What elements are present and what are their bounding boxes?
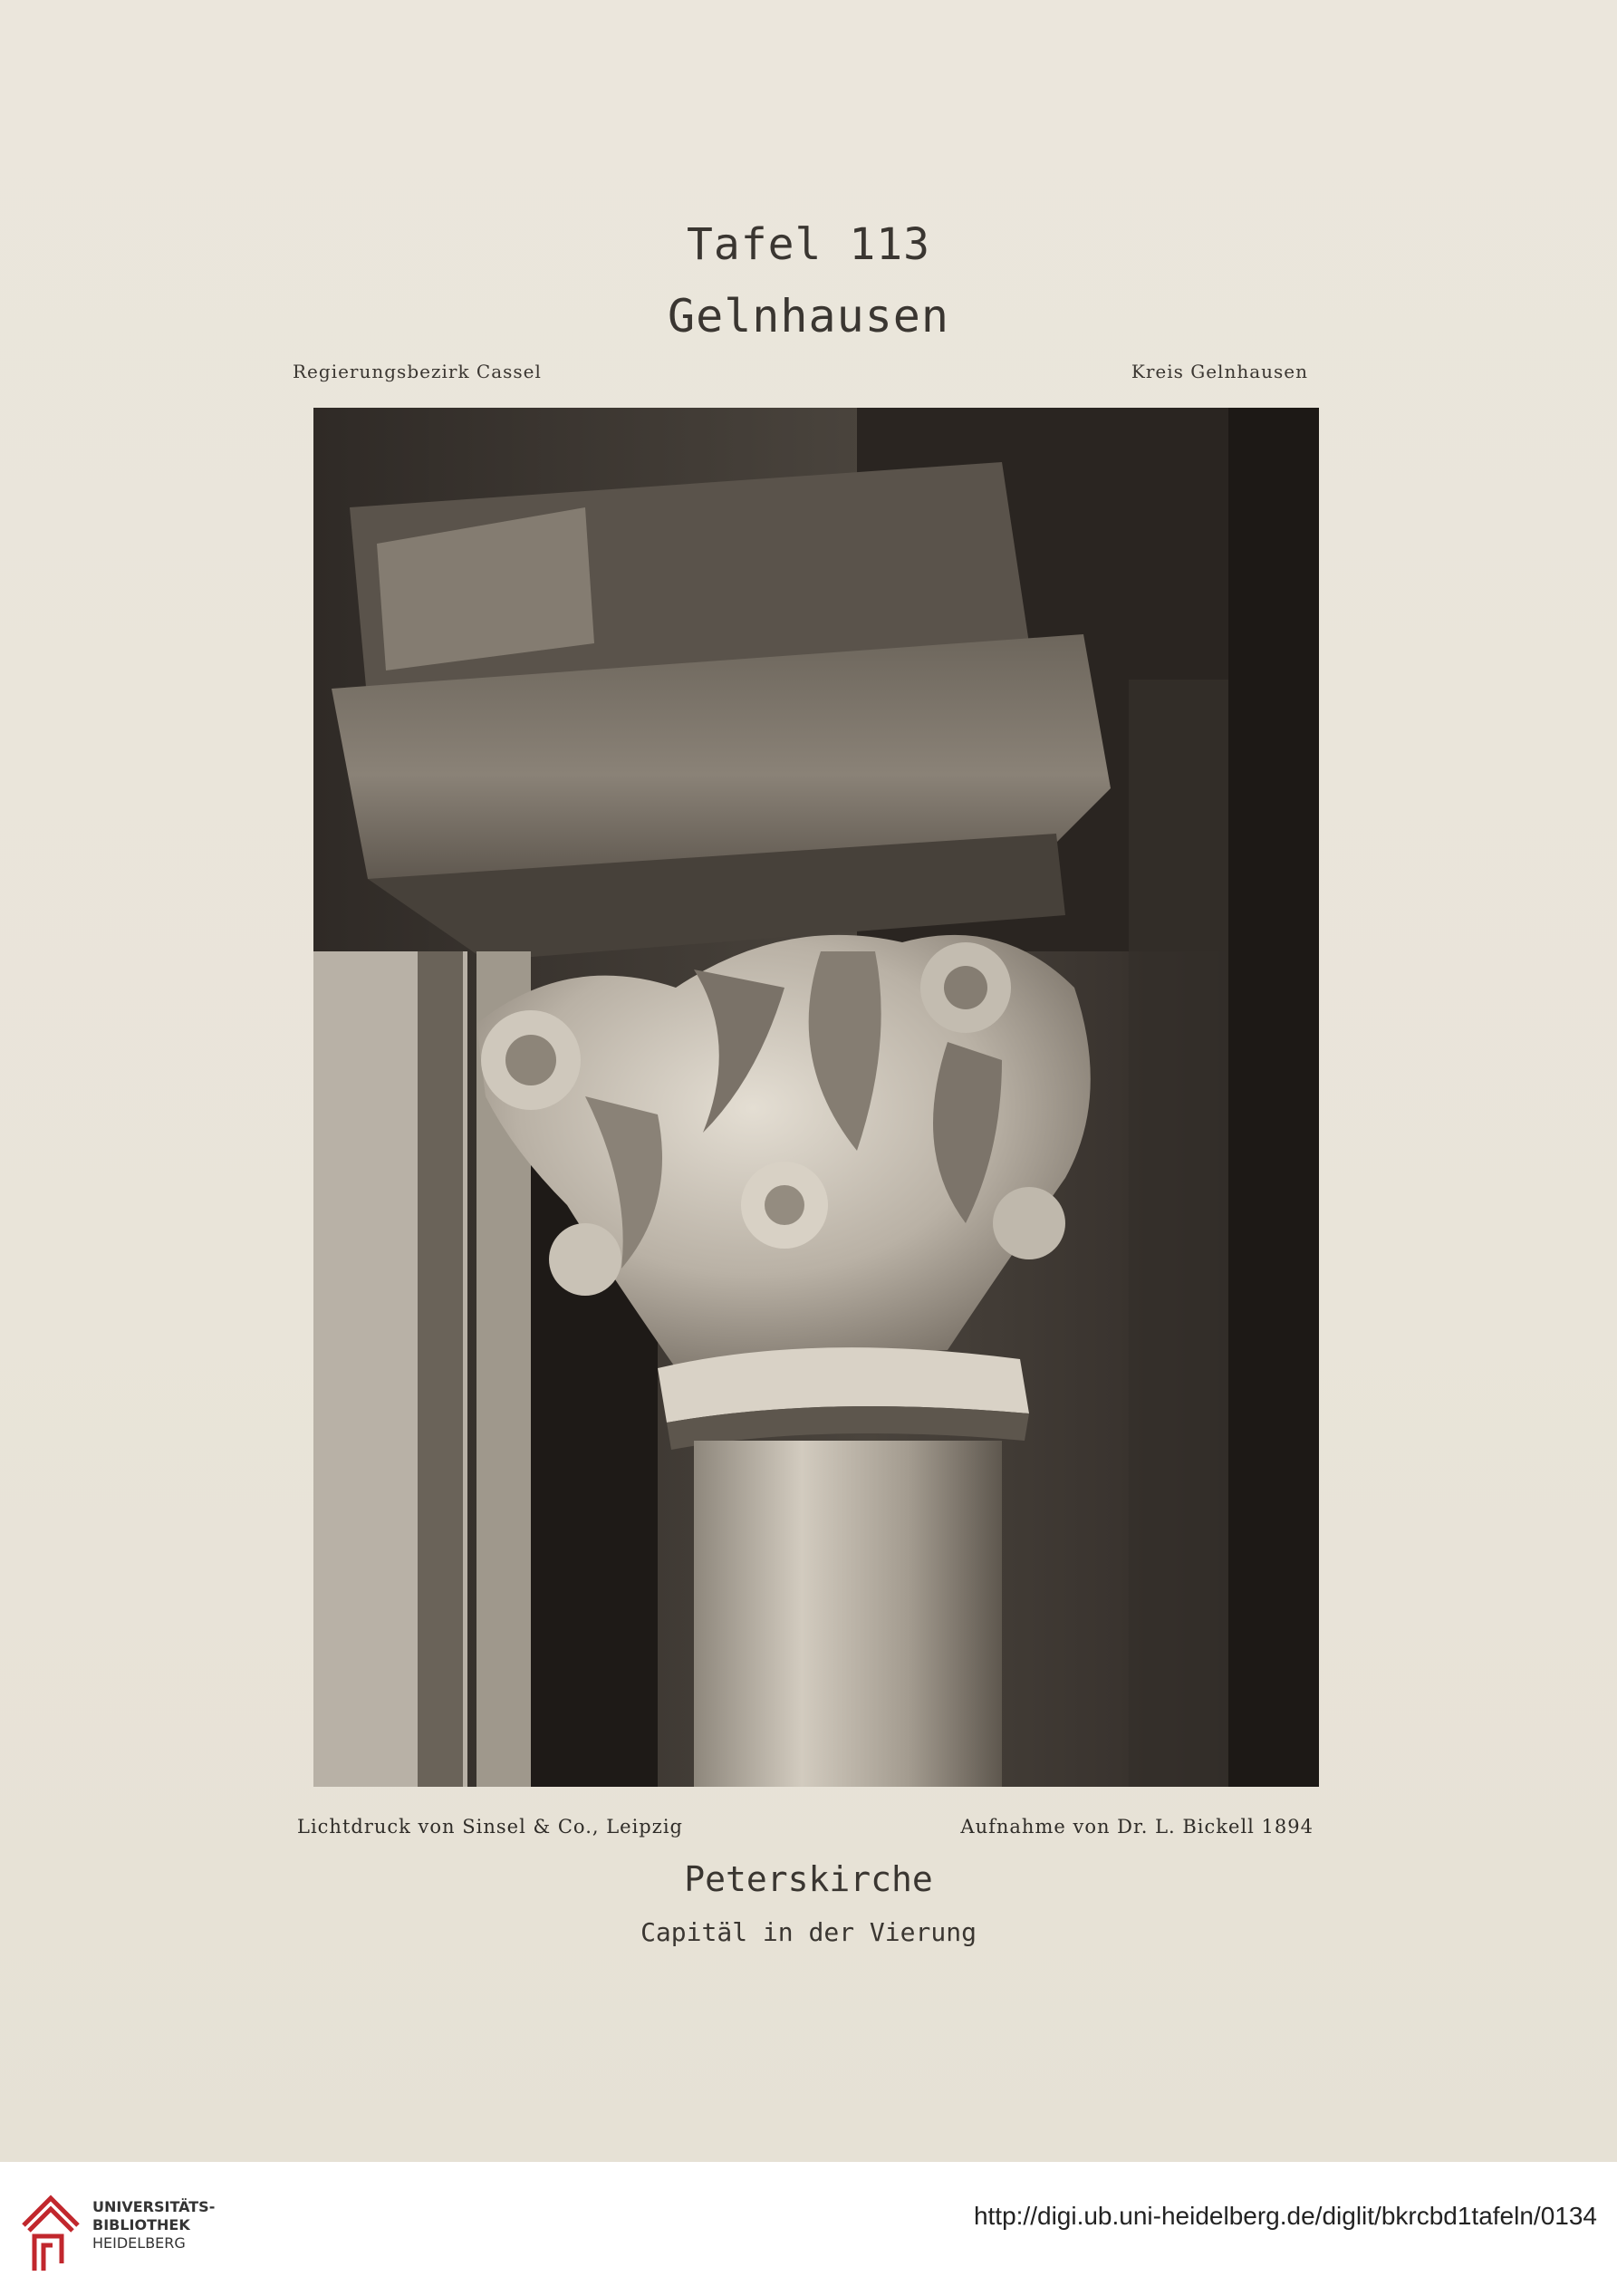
library-name-line1: UNIVERSITÄTS- <box>92 2198 216 2215</box>
library-logo-icon[interactable] <box>16 2191 85 2272</box>
district-label: Kreis Gelnhausen <box>1131 361 1308 382</box>
plate-number: Tafel 113 <box>686 219 931 270</box>
region-label: Regierungsbezirk Cassel <box>293 361 542 382</box>
photographer-credit: Aufnahme von Dr. L. Bickell 1894 <box>960 1816 1314 1838</box>
town-title: Gelnhausen <box>667 290 950 342</box>
library-name-line3: HEIDELBERG <box>92 2234 186 2252</box>
library-name-line2: BIBLIOTHEK <box>92 2216 190 2233</box>
church-name: Peterskirche <box>684 1859 933 1899</box>
plate-caption: Capitäl in der Vierung <box>640 1917 977 1947</box>
document-url-link[interactable]: http://digi.ub.uni-heidelberg.de/diglit/bkrcbd1tafeln/0134 <box>973 2202 1597 2230</box>
capital-photograph <box>313 408 1319 1787</box>
footer-bar <box>0 2162 1617 2296</box>
library-name <box>92 2198 215 2253</box>
printer-credit: Lichtdruck von Sinsel & Co., Leipzig <box>297 1816 683 1838</box>
